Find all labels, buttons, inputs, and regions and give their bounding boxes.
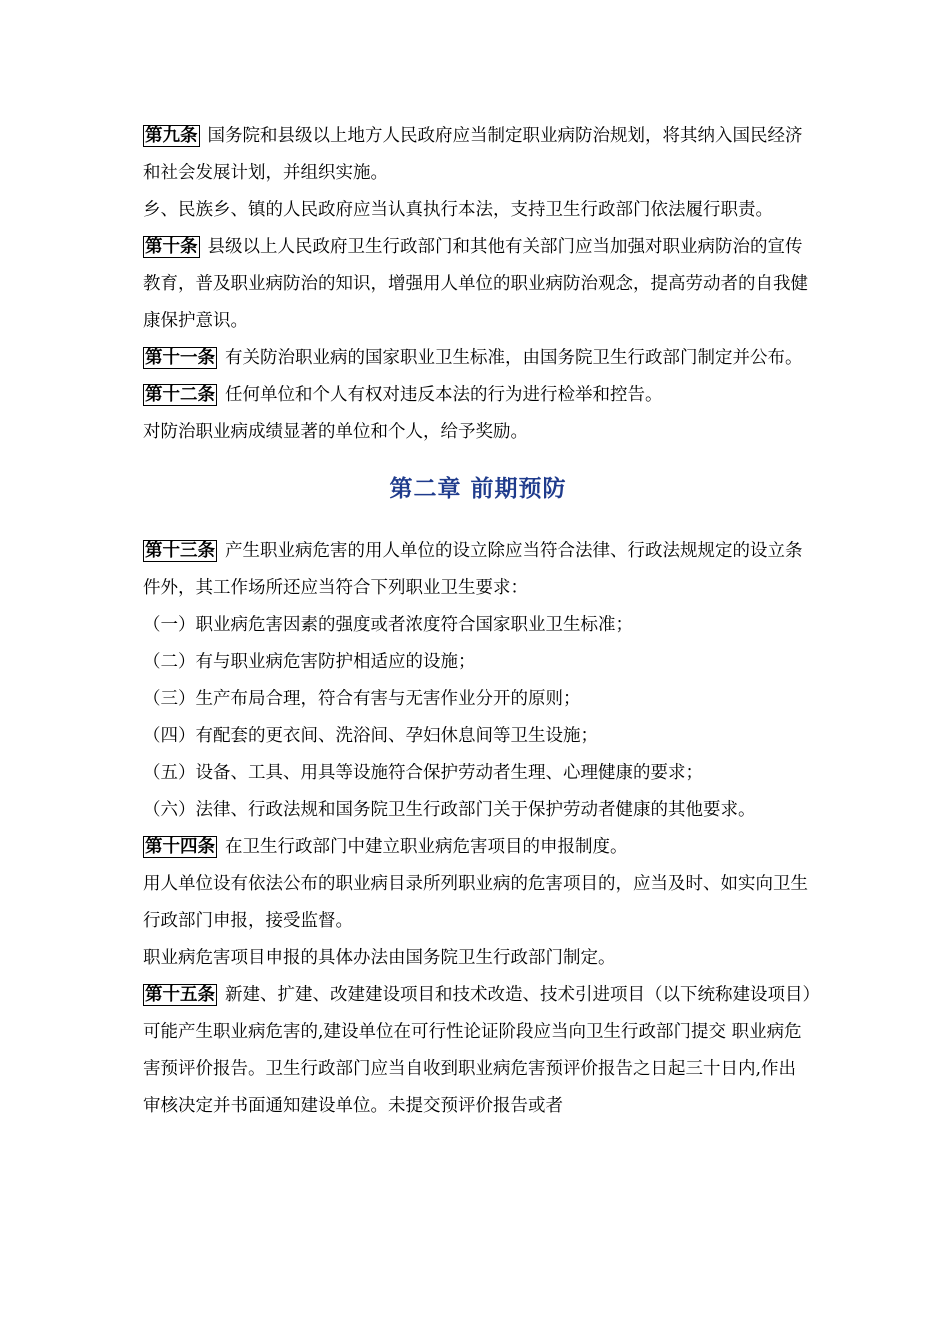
article-text: 产生职业病危害的用人单位的设立除应当符合法律、行政法规规定的设立条件外，其工作场所还应当符合下列职业卫生要求： xyxy=(143,541,803,598)
article-label: 第九条 xyxy=(145,126,198,146)
article-text: 任何单位和个人有权对违反本法的行为进行检举和控告。 xyxy=(225,385,663,405)
list-item: （四）有配套的更衣间、洗浴间、孕妇休息间等卫生设施； xyxy=(143,726,598,746)
document-body xyxy=(143,118,813,1125)
paragraph: 对防治职业病成绩显著的单位和个人，给予奖励。 xyxy=(143,422,528,442)
article-11 xyxy=(143,340,813,377)
article-text: 县级以上人民政府卫生行政部门和其他有关部门应当加强对职业病防治的宣传教育，普及职业病防治的知识，增强用人单位的职业病防治观念，提高劳动者的自我健康保护意识。 xyxy=(143,237,808,331)
list-item: （三）生产布局合理，符合有害与无害作业分开的原则； xyxy=(143,689,581,709)
list-item: （二）有与职业病危害防护相适应的设施； xyxy=(143,652,476,672)
article-14 xyxy=(143,829,813,866)
article-text: 在卫生行政部门中建立职业病危害项目的申报制度。 xyxy=(225,837,628,857)
paragraph: 用人单位设有依法公布的职业病目录所列职业病的危害项目的，应当及时、如实向卫生行政部门申报，接受监督。 xyxy=(143,874,808,931)
article-label: 第十一条 xyxy=(145,348,215,368)
article-text: 新建、扩建、改建建设项目和技术改造、技术引进项目（以下统称建设项目）可能产生职业病危害的,建设单位在可行性论证阶段应当向卫生行政部门提交 职业病危害预评价报告。卫生行政部门应当自收到职业病危害预评价报告之日起三十日内,作出审核决定并书面通知建设单位。未提交预评价报告或者 xyxy=(143,985,812,1116)
article-label: 第十四条 xyxy=(145,837,215,857)
list-item: （五）设备、工具、用具等设施符合保护劳动者生理、心理健康的要求； xyxy=(143,763,703,783)
paragraph: 职业病危害项目申报的具体办法由国务院卫生行政部门制定。 xyxy=(143,948,616,968)
article-10 xyxy=(143,229,813,340)
list-item: （六）法律、行政法规和国务院卫生行政部门关于保护劳动者健康的其他要求。 xyxy=(143,800,756,820)
article-15 xyxy=(143,977,813,1125)
article-text: 国务院和县级以上地方人民政府应当制定职业病防治规划，将其纳入国民经济和社会发展计划，并组织实施。 xyxy=(143,126,803,183)
article-12 xyxy=(143,377,813,414)
article-label: 第十三条 xyxy=(145,541,215,561)
chapter-heading: 第二章 前期预防 xyxy=(389,475,567,502)
article-text: 有关防治职业病的国家职业卫生标准，由国务院卫生行政部门制定并公布。 xyxy=(225,348,803,368)
article-9 xyxy=(143,118,813,192)
list-item: （一）职业病危害因素的强度或者浓度符合国家职业卫生标准； xyxy=(143,615,633,635)
paragraph: 乡、民族乡、镇的人民政府应当认真执行本法，支持卫生行政部门依法履行职责。 xyxy=(143,200,773,220)
article-label: 第十五条 xyxy=(145,985,215,1005)
article-label: 第十条 xyxy=(145,237,198,257)
article-13 xyxy=(143,533,813,607)
article-label: 第十二条 xyxy=(145,385,215,405)
